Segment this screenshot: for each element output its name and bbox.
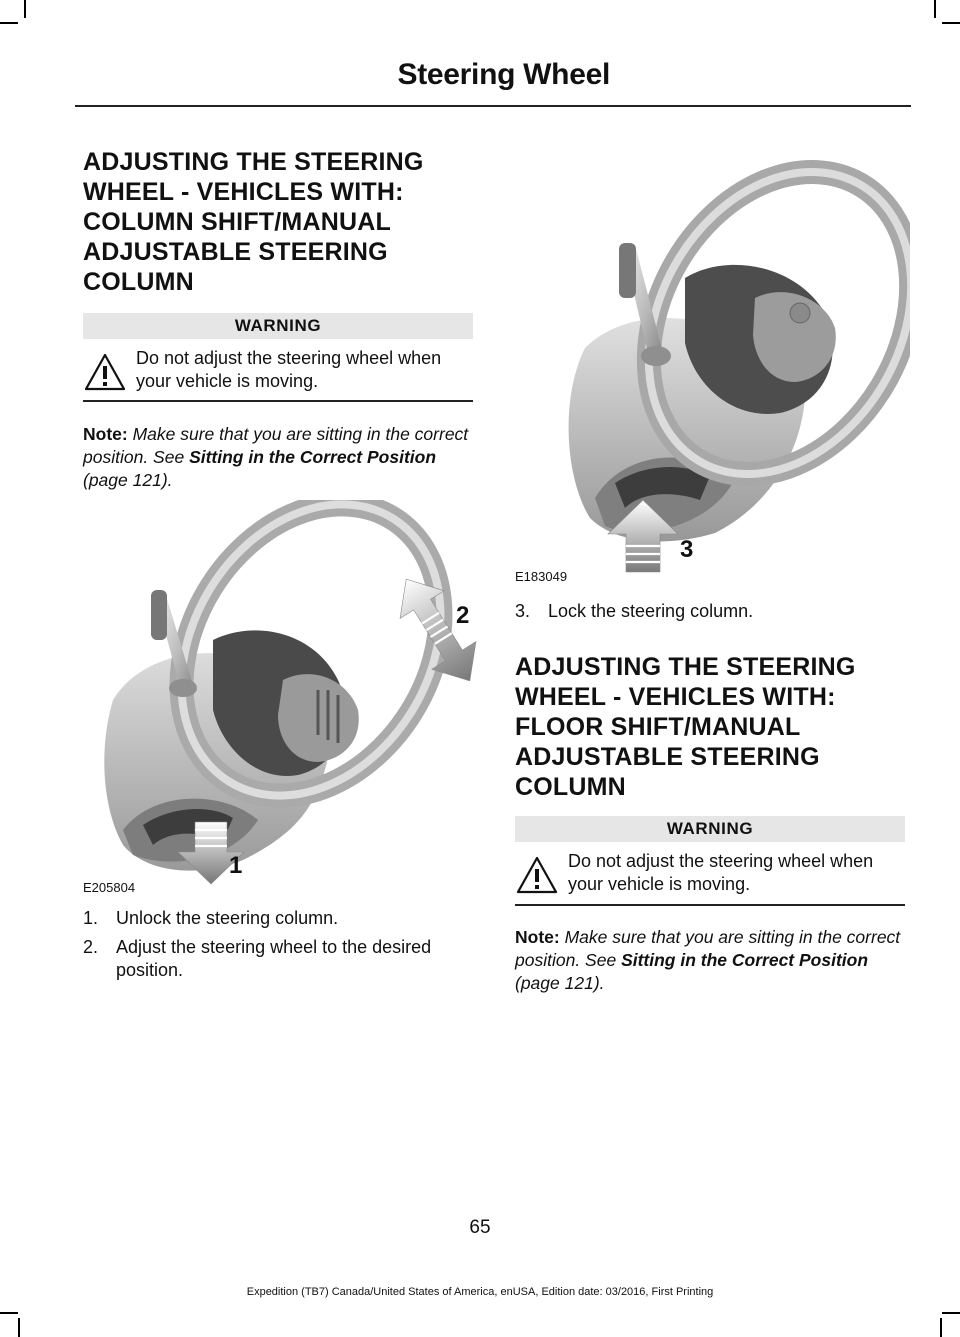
- warning-rule: [515, 904, 905, 906]
- warning-header: WARNING: [83, 313, 473, 339]
- note-label: Note:: [83, 424, 128, 444]
- page-title: Steering Wheel: [397, 58, 610, 91]
- steering-wheel-figure-column-unlock: [83, 500, 478, 900]
- figure-code: E205804: [83, 880, 136, 895]
- figure-code: E183049: [515, 569, 568, 584]
- callout-3: 3: [680, 536, 694, 563]
- step-3: 3. Lock the steering column.: [515, 601, 754, 621]
- section-heading-column-shift: ADJUSTING THE STEERING WHEEL - VEHICLES WITH: COLUMN SHIFT/MANUAL ADJUSTABLE STEERING COLUMN: [83, 148, 424, 296]
- crop-mark: [24, 0, 26, 18]
- cross-reference-link[interactable]: Sitting in the Correct Position: [189, 447, 437, 467]
- crop-mark: [0, 22, 18, 24]
- step-2: 2. Adjust the steering wheel to the desired position.: [83, 937, 432, 980]
- crop-mark: [18, 1318, 20, 1337]
- callout-2: 2: [456, 602, 470, 629]
- warning-triangle-icon: [83, 352, 127, 392]
- note-paragraph: [515, 926, 907, 995]
- callout-1: 1: [229, 852, 243, 879]
- note-page-ref: (page 121).: [83, 470, 173, 490]
- steering-wheel-illustration: [515, 148, 910, 588]
- note-paragraph: [83, 423, 475, 492]
- note-text: Make sure that you are sitting in the correct position. See: [83, 424, 469, 467]
- crop-mark: [942, 1312, 960, 1314]
- warning-triangle-icon: [515, 855, 559, 895]
- crop-mark: [0, 1312, 18, 1314]
- note-page-ref: (page 121).: [515, 973, 605, 993]
- page-number: 65: [469, 1217, 491, 1238]
- note-label: Note:: [515, 927, 560, 947]
- footer-edition: Expedition (TB7) Canada/United States of America, enUSA, Edition date: 03/2016, First Printing: [246, 1286, 714, 1298]
- crop-mark: [940, 1318, 942, 1337]
- warning-header: WARNING: [515, 816, 905, 842]
- crop-mark: [934, 0, 936, 18]
- crop-mark: [942, 22, 960, 24]
- header-rule: [75, 105, 911, 107]
- warning-text: Do not adjust the steering wheel when your vehicle is moving.: [568, 851, 874, 894]
- note-text: Make sure that you are sitting in the correct position. See: [515, 927, 901, 970]
- step-1: 1. Unlock the steering column.: [83, 908, 339, 928]
- section-heading-floor-shift: ADJUSTING THE STEERING WHEEL - VEHICLES WITH: FLOOR SHIFT/MANUAL ADJUSTABLE STEERING COLUMN: [515, 653, 856, 801]
- cross-reference-link[interactable]: Sitting in the Correct Position: [621, 950, 869, 970]
- warning-rule: [83, 400, 473, 402]
- steering-wheel-illustration: [83, 500, 478, 900]
- steering-wheel-figure-column-lock: [515, 148, 910, 588]
- warning-text: Do not adjust the steering wheel when your vehicle is moving.: [136, 348, 442, 391]
